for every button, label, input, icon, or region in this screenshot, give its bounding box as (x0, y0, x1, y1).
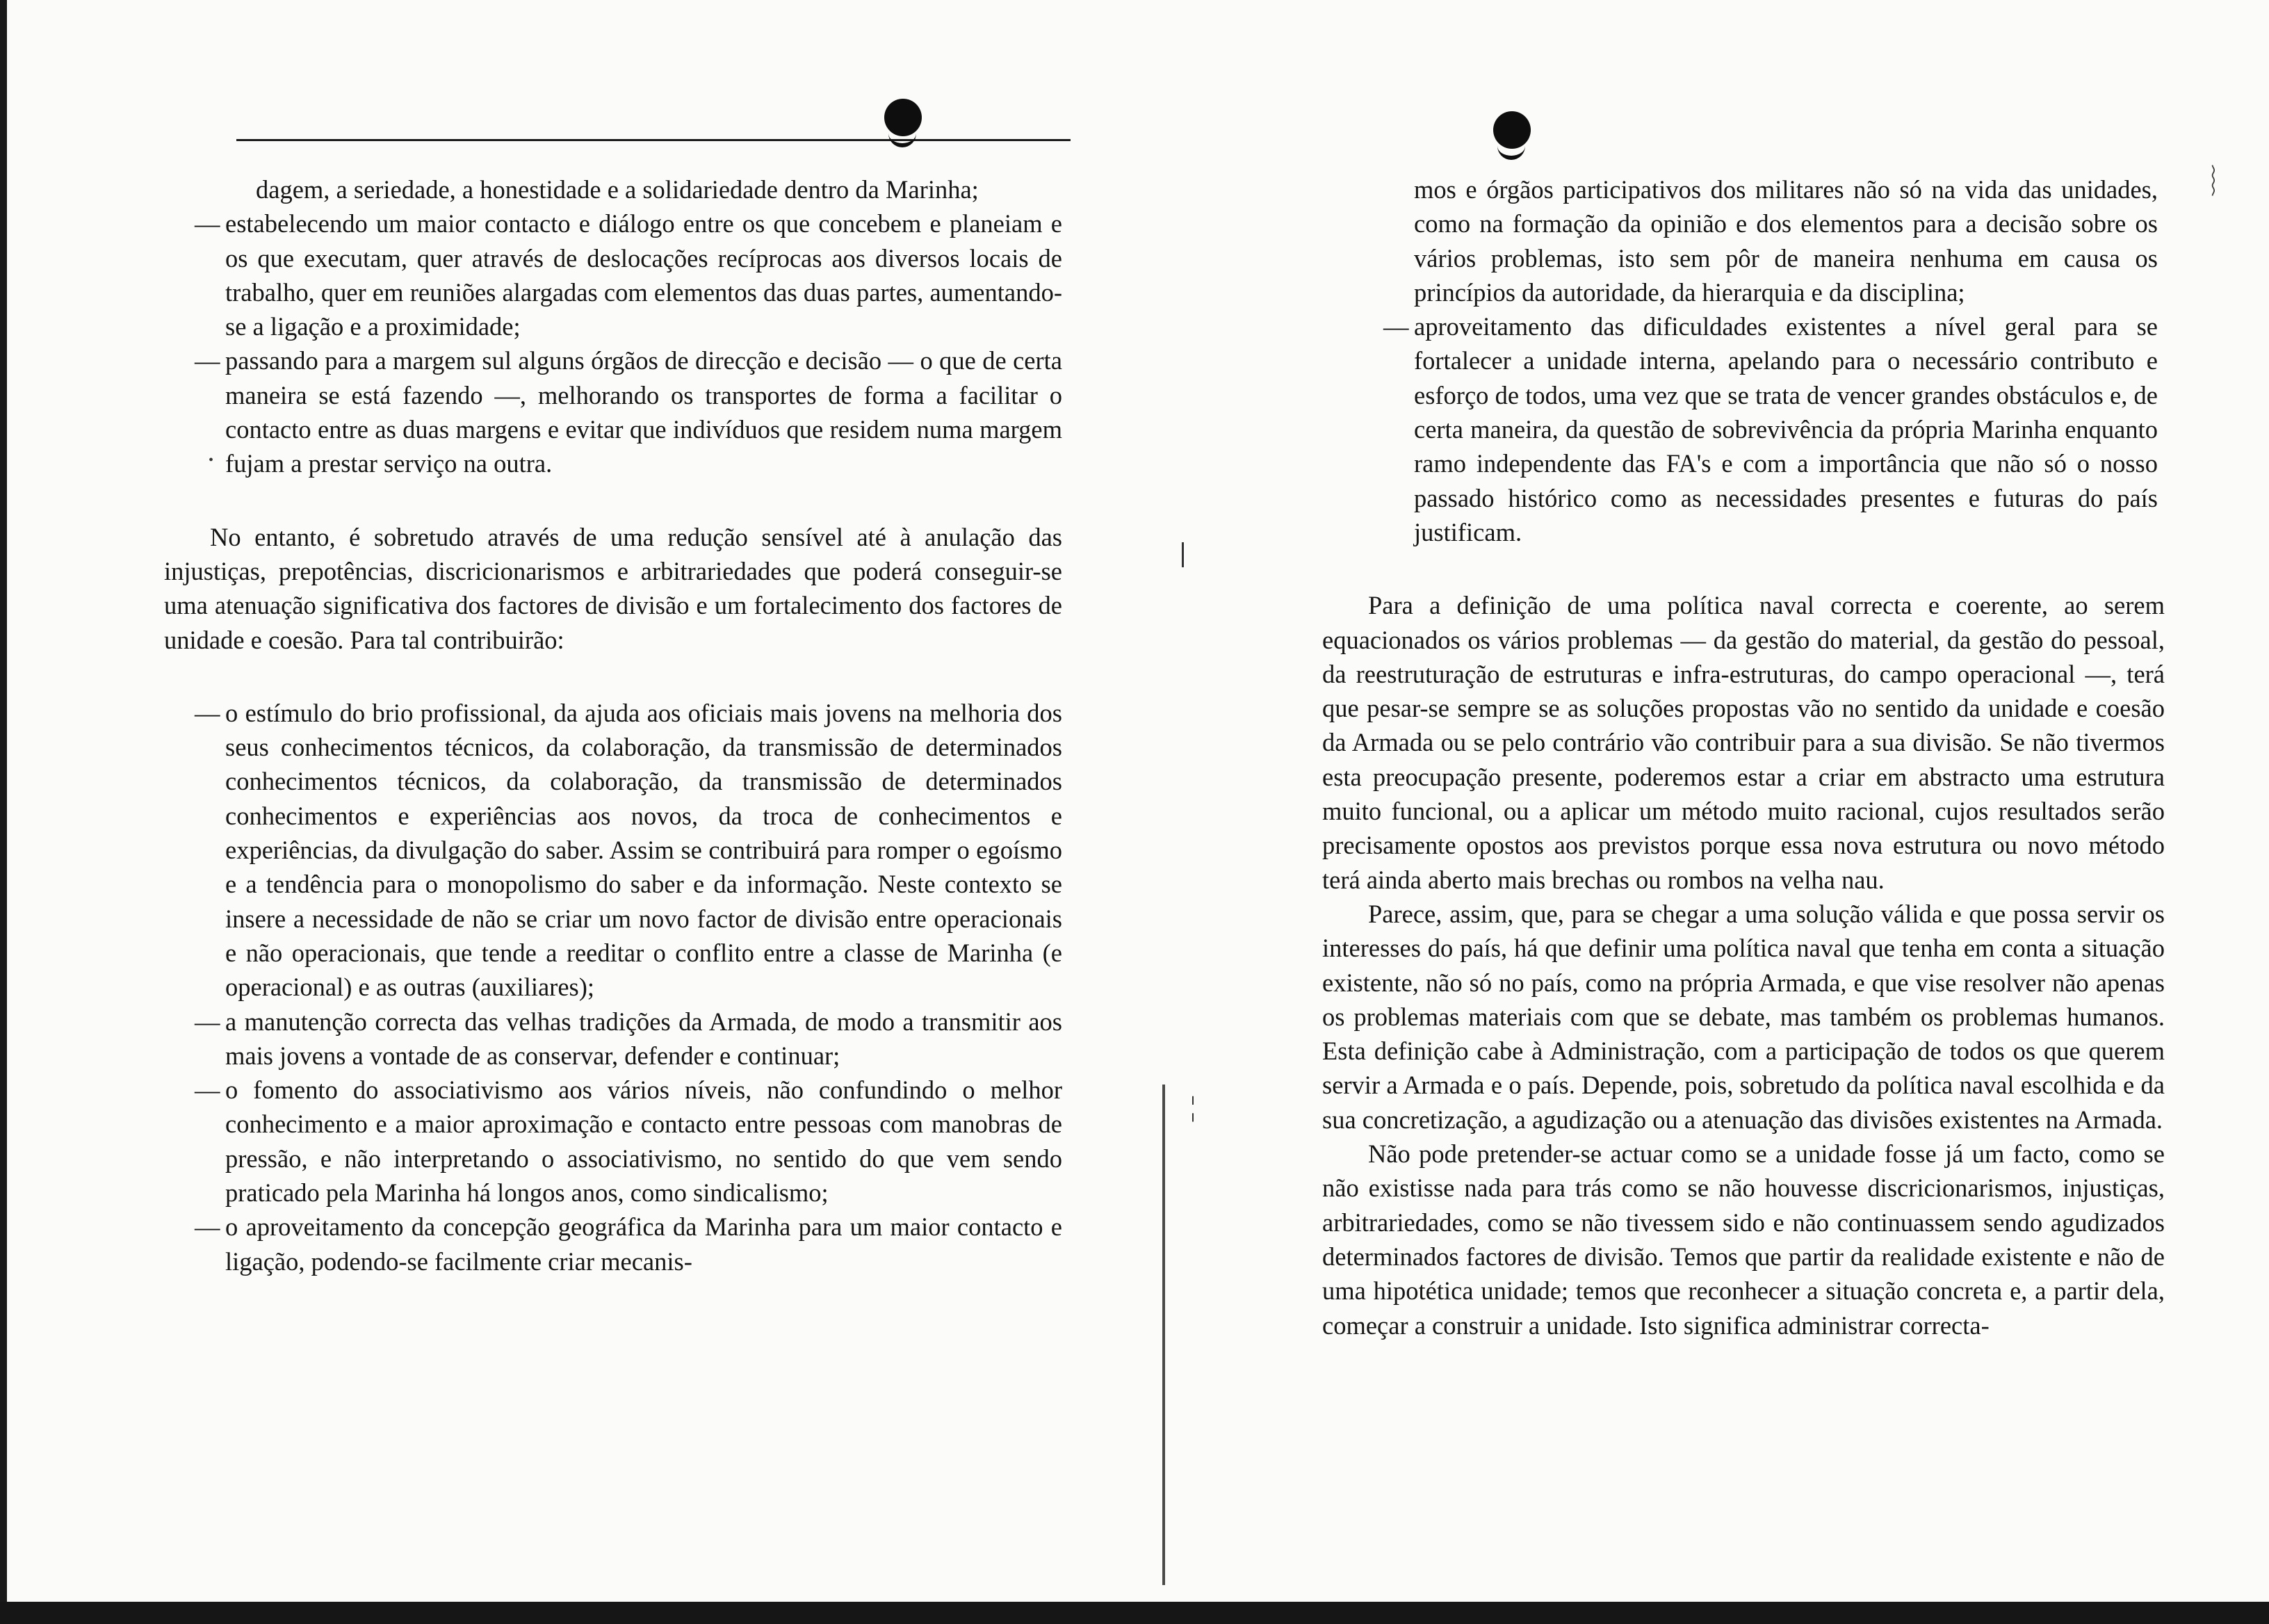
book-spine-mark (1182, 542, 1184, 567)
list-dash: — (195, 209, 220, 238)
scan-left-edge (0, 0, 7, 1624)
right-page (1322, 172, 2165, 1342)
right-ornament-tail-icon (1497, 146, 1525, 160)
list-item-text: passando para a margem sul alguns órgãos de direcção e decisão — o que de certa maneira se está fazendo —, melhorando os transportes de forma a facilitar o contacto entre as duas margens e evitar que indivíduos que residem numa margem fujam a prestar serviço na outra. (225, 346, 1062, 478)
list-dash: — (195, 1075, 220, 1105)
list-item-text: o aproveitamento da concepção geográfica da Marinha para um maior contacto e ligação, podendo-se facilmente criar mecanis- (225, 1212, 1062, 1276)
left-header-rule-end (925, 139, 1071, 141)
left-page (164, 172, 1062, 1278)
list-item (225, 172, 1062, 206)
body-paragraph: Parece, assim, que, para se chegar a uma solução válida e que possa servir os interesses do país, há que definir uma política naval que tenha em conta a situação existente, não só no país, como na própria Armada, e que vise resolver não apenas os problemas materiais com que se debate, mas também os problemas humanos. Esta definição cabe à Administração, com a participação de todos os que querem servir a Armada e o país. Depende, pois, sobretudo da política naval escolhida e da sua concretização, a agudização ou a atenuação das divisões existentes na Armada. (1322, 899, 2165, 1134)
list-item (1383, 309, 2158, 549)
list-item (195, 696, 1062, 1005)
left-margin-dot: • (209, 453, 214, 468)
right-margin-mark: ︴ (2211, 165, 2241, 199)
list-item-text: estabelecendo um maior contacto e diálogo entre os que concebem e planeiam e os que executam, quer através de deslocações recíprocas aos diversos locais de trabalho, quer em reuniões alargadas com elementos das duas partes, aumentando-se a ligação e a proximidade; (225, 209, 1062, 341)
scan-bottom-edge (0, 1602, 2269, 1624)
list-item-text: a manutenção correcta das velhas tradições da Armada, de modo a transmitir aos mais jovens a vontade de as conservar, defender e continuar; (225, 1007, 1062, 1070)
body-paragraph: Para a definição de uma política naval correcta e coerente, ao serem equacionados os vários problemas — da gestão do material, da gestão do pessoal, da reestruturação de estruturas e infra-estruturas, do campo operacional —, terá que pesar-se sempre se as soluções propostas vão no sentido da unidade e coesão da Armada ou se pelo contrário vão contribuir para a sua divisão. Se não tivermos esta preocupação presente, poderemos estar a criar em abstracto uma estrutura muito funcional, ou a aplicar um método muito racional, cujos resultados serão precisamente opostos aos previstos porque essa nova estrutura ou novo método terá ainda aberto mais brechas ou rombos na velha nau. (1322, 591, 2165, 894)
paragraph-gap (1383, 549, 2158, 588)
list-item (1383, 172, 2158, 309)
list-item (195, 1005, 1062, 1073)
list-dash: — (195, 1212, 220, 1242)
list-item (195, 1210, 1062, 1278)
list-item (195, 343, 1062, 480)
list-item-text: dagem, a seriedade, a honestidade e a solidariedade dentro da Marinha; (256, 175, 979, 204)
list-dash: — (1383, 312, 1409, 341)
list-dash: — (195, 698, 220, 727)
paragraph-gap (225, 657, 1062, 696)
body-paragraph: Não pode pretender-se actuar como se a unidade fosse já um facto, como se não existisse nada para trás como se não houvesse discricionarismos, injustiças, arbitrariedades, como se não tivessem sido e não continuassem sendo agudizados determinados factores de divisão. Temos que partir da realidade existente e não de uma hipotética unidade; temos que reconhecer a situação concreta e, a partir dela, começar a construir a unidade. Isto significa administrar correcta- (1322, 1139, 2165, 1340)
list-item-text: aproveitamento das dificuldades existentes a nível geral para se fortalecer a unidade interna, apelando para o necessário contributo e esforço de todos, uma vez que se trata de vencer grandes obstáculos e, de certa maneira, da questão de sobrevivência da própria Marinha enquanto ramo independente das FA's e com a importância que não só o nosso passado histórico como as necessidades presentes e futuras do país justificam. (1414, 312, 2158, 546)
list-dash: — (195, 1007, 220, 1036)
left-ornament-tail-icon (888, 133, 916, 147)
book-spine-shadow (1162, 1085, 1165, 1585)
list-item-text: o estímulo do brio profissional, da ajuda aos oficiais mais jovens na melhoria dos seus conhecimentos técnicos, da colaboração, da transmissão de determinados conhecimentos técnicos, da colaboração, da transmissão de determinados conhecimentos e experiências aos novos, da troca de conhecimentos e experiências, da divulgação do saber. Assim se contribuirá para romper o egoísmo e a tendência para o monopolismo do saber e da informação. Neste contexto se insere a necessidade de não se criar um novo factor de divisão entre operacionais e não operacionais, que tende a reeditar o conflito entre a classe de Marinha (e operacional) e as outras (auxiliares); (225, 698, 1062, 1002)
list-item-text: o fomento do associativismo aos vários níveis, não confundindo o melhor conhecimento e a maior aproximação e contacto entre pessoas com manobras de pressão, e não interpretando o associativismo, no sentido do que vem sendo praticado pela Marinha há longos anos, como sindicalismo; (225, 1075, 1062, 1208)
list-dash: — (195, 346, 220, 375)
left-ornament-icon (884, 99, 922, 136)
list-item (195, 1073, 1062, 1210)
paragraph-gap (225, 481, 1062, 520)
body-paragraph: No entanto, é sobretudo através de uma redução sensível até à anulação das injustiças, prepotências, discricionarismos e arbitrariedades que poderá conseguir-se uma atenuação significativa dos factores de divisão e um fortalecimento dos factores de unidade e coesão. Para tal contribuirão: (164, 522, 1062, 654)
spine-dash-mark: ¦ (1190, 1091, 1196, 1122)
right-ornament-icon (1493, 111, 1531, 149)
list-item (195, 206, 1062, 343)
list-item-text: mos e órgãos participativos dos militares não só na vida das unidades, como na formação da opinião e dos elementos para a decisão sobre os vários problemas, isto sem pôr de maneira nenhuma em causa os princípios da autoridade, da hierarquia e da disciplina; (1414, 175, 2158, 307)
